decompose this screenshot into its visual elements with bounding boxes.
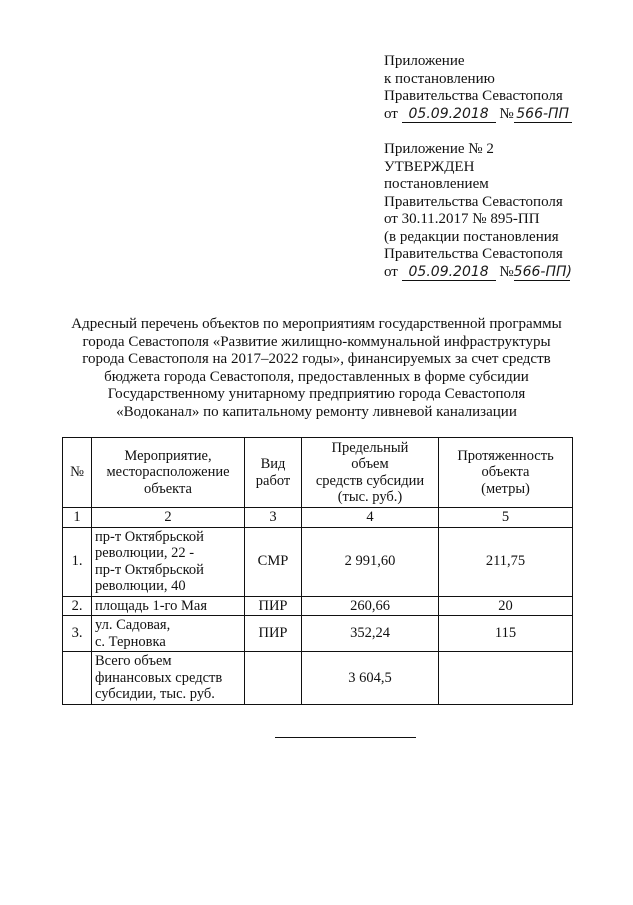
row-location (92, 596, 245, 616)
number-prefix: № (499, 105, 514, 122)
closing-divider (275, 737, 416, 738)
appendix2-header (384, 141, 570, 281)
document-title (60, 316, 573, 422)
header-cell-work-type (245, 438, 302, 508)
row-length: 211,75 (439, 527, 573, 596)
location-line: пр-т Октябрьской (95, 561, 204, 578)
total-empty-cell (439, 652, 573, 705)
row-work-type: СМР (245, 527, 302, 596)
column-number: 5 (439, 508, 573, 528)
location-line: пр-т Октябрьской (95, 528, 204, 545)
appendix2-line: УТВЕРЖДЕН (384, 158, 475, 175)
row-length: 115 (439, 616, 573, 652)
handwritten-date: 05.09.2018 (402, 265, 496, 281)
total-empty-cell (63, 652, 92, 705)
total-empty-cell (245, 652, 302, 705)
objects-table (62, 437, 573, 705)
row-length: 20 (439, 596, 573, 616)
appendix-line: Приложение (384, 53, 465, 69)
row-number: 1. (63, 527, 92, 596)
handwritten-number: 566-ПП) (513, 263, 572, 280)
table-header-row (63, 438, 573, 508)
location-line: с. Терновка (95, 633, 166, 650)
column-number: 2 (92, 508, 245, 528)
appendix2-date-line (384, 264, 570, 282)
title-line: «Водоканал» по капитальному ремонту ливневой канализации (116, 403, 517, 420)
header-text: объекта (481, 464, 530, 481)
row-location (92, 527, 245, 596)
appendix2-line: от 30.11.2017 № 895-ПП (384, 211, 540, 227)
table-row (63, 616, 573, 652)
header-text: объекта (143, 480, 192, 497)
table-row (63, 596, 573, 616)
location-line: революции, 40 (95, 578, 186, 594)
date-prefix: от (384, 105, 398, 122)
appendix-header (384, 53, 572, 123)
location-line: ул. Садовая, (95, 617, 171, 633)
total-label-line: субсидии, тыс. руб. (95, 686, 215, 702)
row-number: 3. (63, 616, 92, 652)
appendix2-line: постановлением (384, 176, 489, 192)
total-label-line: Всего объем (95, 653, 172, 669)
header-text: (тыс. руб.) (337, 489, 403, 505)
date-prefix: от (384, 263, 398, 280)
title-line: Адресный перечень объектов по мероприятиям государственной программы (71, 316, 562, 332)
column-number-row (63, 508, 573, 528)
row-number: 2. (63, 596, 92, 616)
column-number: 1 (63, 508, 92, 528)
header-text: работ (255, 472, 291, 489)
number-prefix: № (499, 263, 514, 280)
title-line: бюджета города Севастополя, предоставленных в форме субсидии (104, 368, 529, 385)
appendix2-line: Приложение № 2 (384, 141, 494, 157)
appendix2-line: Правительства Севастополя (384, 193, 563, 210)
table-row (63, 527, 573, 596)
row-amount: 352,24 (302, 616, 439, 652)
appendix-line: к постановлению (384, 70, 495, 87)
location-line: площадь 1-го Мая (95, 597, 207, 614)
appendix-date-line (384, 106, 572, 124)
header-text: № (70, 464, 84, 481)
handwritten-date: 05.09.2018 (402, 107, 496, 123)
title-line: города Севастополя «Развитие жилищно-коммунальной инфраструктуры (82, 333, 551, 350)
appendix2-line: (в редакции постановления (384, 228, 559, 245)
row-work-type: ПИР (245, 596, 302, 616)
total-row (63, 652, 573, 705)
location-line: революции, 22 - (95, 545, 195, 561)
title-line: Государственному унитарному предприятию города Севастополя (107, 386, 526, 403)
row-amount: 2 991,60 (302, 527, 439, 596)
title-line: города Севастополя на 2017–2022 годы», финансируемых за счет средств (82, 351, 551, 368)
total-label-line: финансовых средств (95, 669, 223, 686)
appendix-line: Правительства Севастополя (384, 88, 563, 104)
total-amount: 3 604,5 (302, 652, 439, 705)
row-amount: 260,66 (302, 596, 439, 616)
header-cell-amount (302, 438, 439, 508)
row-location (92, 616, 245, 652)
header-text: объем (351, 456, 389, 472)
row-work-type: ПИР (245, 616, 302, 652)
column-number: 4 (302, 508, 439, 528)
header-text: месторасположение (106, 464, 230, 481)
total-label (92, 652, 245, 705)
header-text: Протяженность (457, 447, 554, 464)
appendix2-line: Правительства Севастополя (384, 246, 563, 262)
header-text: Вид (260, 456, 286, 472)
header-text: Мероприятие, (124, 447, 212, 464)
column-number: 3 (245, 508, 302, 528)
header-text: средств субсидии (315, 472, 425, 489)
header-cell-length (439, 438, 573, 508)
header-cell-number (63, 438, 92, 508)
header-text: Предельный (331, 439, 409, 456)
handwritten-number: 566-ПП (514, 107, 572, 123)
header-cell-location (92, 438, 245, 508)
header-text: (метры) (481, 480, 530, 497)
